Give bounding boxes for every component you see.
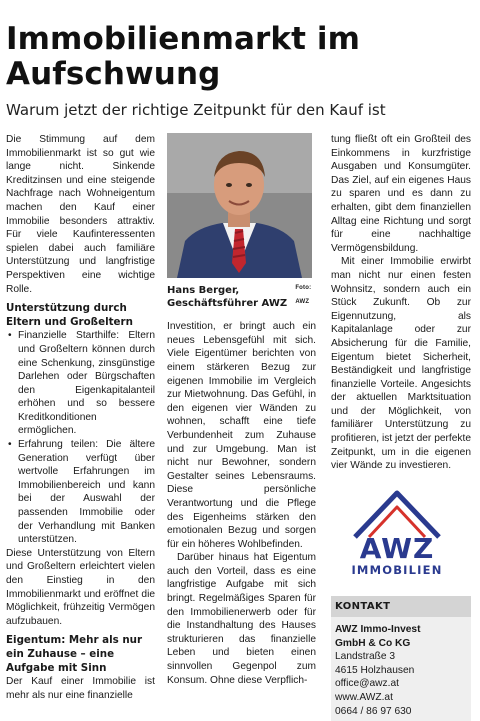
list-item: • Finanzielle Starthilfe: Eltern und Großeltern können durch eine Schenkung, zinsgünstige Darlehen oder Bürgschaften den Eigenkapitalanteil erhöhen und so bessere Kreditkonditionen ermöglichen.: [6, 329, 155, 438]
contact-email[interactable]: office@awz.at: [335, 678, 399, 690]
awz-logo: [349, 487, 445, 577]
column-3: [331, 133, 471, 721]
intro-paragraph: Die Stimmung auf dem Immobilienmarkt ist so gut wie lange nicht. Sinkende Kreditzinsen und eine steigende Nachfrage nach Wohneigentum machen den Kauf einer Immobilie besonders attraktiv. Für viele Kaufinteressenten spielen dabei auch familiäre Unterstützung und langfristige Perspektiven eine wichtige Rolle.: [6, 134, 155, 295]
column-2: [167, 133, 316, 687]
article-title: Immobilienmarkt im Aufschwung: [6, 21, 361, 92]
photo-credit: Foto: AWZ: [295, 285, 312, 305]
contact-details: [331, 617, 471, 718]
logo-tagline: IMMOBILIEN: [351, 562, 443, 577]
contact-website[interactable]: www.AWZ.at: [335, 691, 393, 703]
column-1: [6, 133, 155, 702]
contact-city: 4615 Holzhausen: [335, 664, 415, 676]
logo-wordmark: AWZ: [359, 531, 435, 565]
portrait-photo: [167, 133, 312, 278]
body-paragraph: tung fließt oft ein Großteil des Einkommens in kurzfristige Ausgaben und Konsumgüter. Das Ziel, auf ein eigenes Haus zu sparen und es dann zu erhalten, gibt dem finanziellen Alltag eine Richtung und sorgt für eine nachhaltige Vermögensbildung.: [331, 134, 471, 254]
article-subtitle: Warum jetzt der richtige Zeitpunkt für den Kauf ist: [6, 101, 386, 119]
support-list: [6, 329, 155, 547]
company-legal-form: GmbH & Co KG: [335, 637, 411, 649]
contact-header: KONTAKT: [331, 596, 471, 617]
contact-box: [331, 596, 471, 721]
section-heading-ownership: Eigentum: Mehr als nur ein Zuhause – eine Aufgabe mit Sinn: [6, 634, 143, 674]
body-paragraph: Der Kauf einer Immobilie ist mehr als nur eine finanzielle: [6, 676, 155, 701]
body-paragraph: Investition, er bringt auch ein neues Lebensgefühl mit sich. Viele Eigentümer berichten von einem stärkeren Bezug zur eigenen Immobilie im Vergleich zur Mietwohnung. Das Gefühl, in den eigenen vier Wänden zu wohnen, schafft eine tiefe Verbundenheit zum Zuhause und zur Umgebung. Man ist nicht nur Bewohner, sondern Gestalter seines Lebensraums. Diese persönliche Verantwortung und die Pflege des Eigenheims stärken den emotionalen Bezug und sorgen für ein höheres Wohlbefinden.: [167, 321, 316, 550]
body-paragraph: Darüber hinaus hat Eigentum auch den Vorteil, dass es eine langfristige Aufgabe mit sich bringt. Regelmäßiges Sparen für den Immobilienerwerb oder für die Instandhaltung des Hauses strukturieren das finanzielle Leben und bieten einen sinnvollen Gegenpol zum Konsum. Ohne diese Verpflich-: [167, 552, 316, 686]
portrait-image: [167, 133, 312, 278]
photo-caption-row: [167, 282, 316, 310]
list-item: • Erfahrung teilen: Die ältere Generation verfügt über wertvolle Erfahrungen im Immobilienbereich und kann bei der Auswahl der passenden Immobilie oder der Verhandlung mit Banken unterstützen.: [6, 438, 155, 547]
section-heading-support: Unterstützung durch Eltern und Großeltern: [6, 302, 133, 328]
body-paragraph: Mit einer Immobilie erwirbt man nicht nur einen festen Wohnsitz, sondern auch ein Stück Zukunft. Ob zur Eigennutzung, als Kapitalanlage oder zur Absicherung für die Familie, Eigentum bietet Sicherheit, Beständigkeit und langfristige finanzielle Vorteile. Angesichts der aktuellen Marktsituation und der Möglichkeit, von familiärer Unterstützung zu profitieren, ist jetzt der perfekte Zeitpunkt, um in die eigenen vier Wände zu investieren.: [331, 256, 471, 472]
photo-caption: Hans Berger, Geschäftsführer AWZ: [167, 285, 288, 309]
body-paragraph: Diese Unterstützung von Eltern und Großeltern erleichtert vielen den Einstieg in den Immobilienmarkt und eröffnet die Möglichkeit, frühzeitig Vermögen aufzubauen.: [6, 547, 155, 627]
contact-street: Landstraße 3: [335, 651, 396, 663]
contact-phone[interactable]: 0664 / 86 97 630: [335, 705, 412, 717]
company-name: AWZ Immo-Invest: [335, 623, 421, 635]
